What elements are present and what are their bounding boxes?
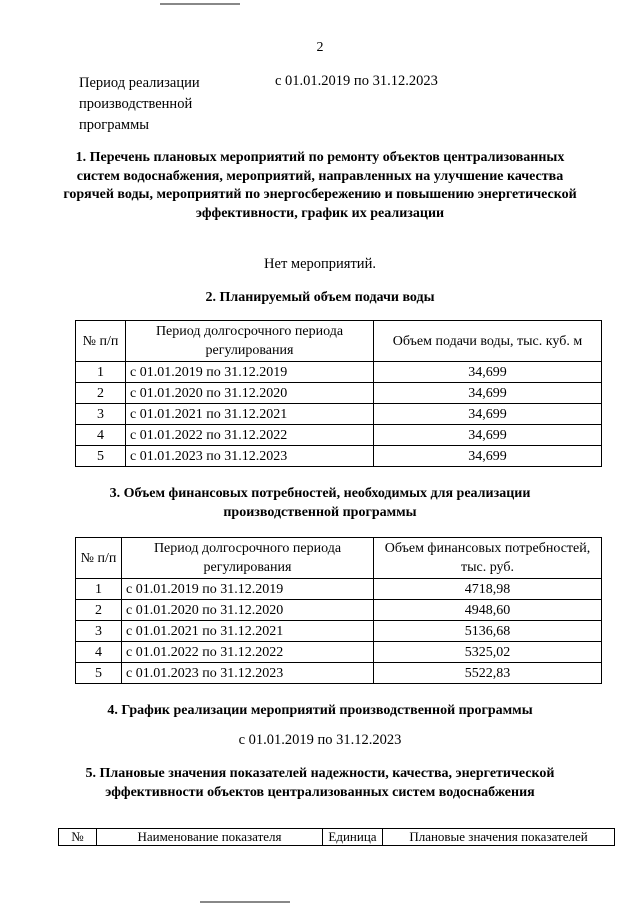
row-value: 4718,98	[374, 579, 602, 600]
row-period: с 01.01.2019 по 31.12.2019	[122, 579, 374, 600]
col-header-volume: Объем подачи воды, тыс. куб. м	[374, 321, 602, 362]
row-period: с 01.01.2023 по 31.12.2023	[126, 446, 374, 467]
table-row	[76, 446, 602, 467]
section2-title: 2. Планируемый объем подачи воды	[205, 290, 435, 305]
row-value: 5325,02	[374, 642, 602, 663]
col-header-unit: Единица	[323, 829, 383, 846]
row-number: 4	[76, 425, 126, 446]
table-row	[76, 579, 602, 600]
section4-title: 4. График реализации мероприятий производственной программы	[107, 703, 533, 718]
row-number: 3	[76, 404, 126, 425]
col-header-indicator-name: Наименование показателя	[97, 829, 323, 846]
row-number: 4	[76, 642, 122, 663]
table-row	[76, 642, 602, 663]
period-value: с 01.01.2019 по 31.12.2023	[275, 73, 438, 89]
col-header-period: Период долгосрочного периода регулирования	[122, 538, 374, 579]
row-value: 5522,83	[374, 663, 602, 684]
financial-needs-table	[75, 537, 602, 684]
scan-artifact-top	[160, 3, 240, 5]
period-label: Период реализации производственной программы	[79, 75, 200, 133]
row-value: 34,699	[374, 425, 602, 446]
row-value: 4948,60	[374, 600, 602, 621]
table-row	[76, 383, 602, 404]
row-period: с 01.01.2023 по 31.12.2023	[122, 663, 374, 684]
table-row	[76, 663, 602, 684]
row-value: 34,699	[374, 404, 602, 425]
row-number: 1	[76, 579, 122, 600]
indicators-table-header	[58, 828, 615, 846]
row-period: с 01.01.2020 по 31.12.2020	[126, 383, 374, 404]
table-row	[76, 600, 602, 621]
row-period: с 01.01.2022 по 31.12.2022	[126, 425, 374, 446]
page-number: 2	[316, 40, 324, 55]
row-value: 5136,68	[374, 621, 602, 642]
table-header-row	[76, 321, 602, 362]
row-value: 34,699	[374, 446, 602, 467]
row-number: 2	[76, 383, 126, 404]
col-header-planned-values: Плановые значения показателей	[383, 829, 615, 846]
table-row	[76, 404, 602, 425]
col-header-financial: Объем финансовых потребностей, тыс. руб.	[374, 538, 602, 579]
row-number: 5	[76, 663, 122, 684]
table-row	[76, 621, 602, 642]
col-header-period: Период долгосрочного периода регулирования	[126, 321, 374, 362]
table-header-row	[59, 829, 615, 846]
row-period: с 01.01.2022 по 31.12.2022	[122, 642, 374, 663]
row-period: с 01.01.2020 по 31.12.2020	[122, 600, 374, 621]
col-header-number: № п/п	[76, 538, 122, 579]
table-row	[76, 425, 602, 446]
row-number: 2	[76, 600, 122, 621]
row-number: 5	[76, 446, 126, 467]
table-row	[76, 362, 602, 383]
row-value: 34,699	[374, 383, 602, 404]
section1-title: 1. Перечень плановых мероприятий по ремонту объектов централизованных систем водоснабжения, мероприятий, направленных на улучшение качества горячей воды, мероприятий по энергосбережению и повышению энергетической эффективности, график их реализации	[63, 150, 577, 221]
row-number: 3	[76, 621, 122, 642]
table-header-row	[76, 538, 602, 579]
row-number: 1	[76, 362, 126, 383]
section1-body: Нет мероприятий.	[264, 256, 376, 272]
row-period: с 01.01.2021 по 31.12.2021	[122, 621, 374, 642]
row-period: с 01.01.2021 по 31.12.2021	[126, 404, 374, 425]
water-supply-table	[75, 320, 602, 467]
row-value: 34,699	[374, 362, 602, 383]
col-header-number: №	[59, 829, 97, 846]
section3-title: 3. Объем финансовых потребностей, необходимых для реализации производственной программы	[109, 486, 531, 520]
section4-body: с 01.01.2019 по 31.12.2023	[238, 732, 402, 748]
row-period: с 01.01.2019 по 31.12.2019	[126, 362, 374, 383]
scan-artifact-bottom	[200, 901, 290, 903]
col-header-number: № п/п	[76, 321, 126, 362]
section5-title: 5. Плановые значения показателей надежности, качества, энергетической эффективности объектов централизованных систем водоснабжения	[85, 766, 555, 800]
